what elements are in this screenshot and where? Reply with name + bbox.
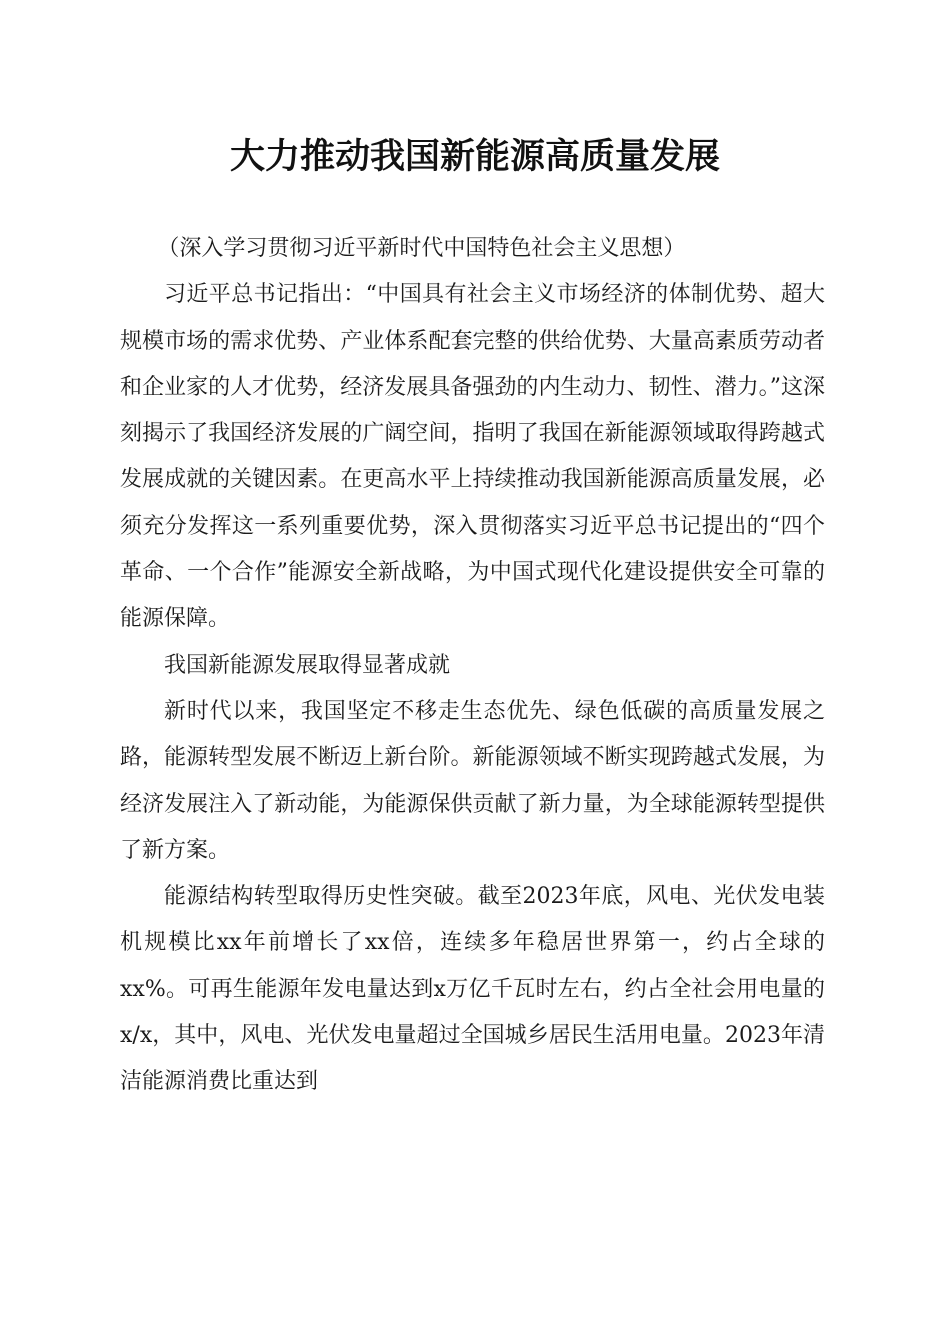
paragraph-energy-structure: 能源结构转型取得历史性突破。截至2023年底，风电、光伏发电装机规模比xx年前增长了xx倍，连续多年稳居世界第一，约占全球的xx%。可再生能源年发电量达到x万亿千瓦时左右，约占全社会用电量的x/x，其中，风电、光伏发电量超过全国城乡居民生活用电量。2023年清洁能源消费比重达到 <box>120 884 825 1095</box>
document-subtitle: （深入学习贯彻习近平新时代中国特色社会主义思想） <box>157 236 686 261</box>
paragraph-achievements: 新时代以来，我国坚定不移走生态优先、绿色低碳的高质量发展之路，能源转型发展不断迈上新台阶。新能源领域不断实现跨越式发展，为经济发展注入了新动能，为能源保供贡献了新力量，为全球能源转型提供了新方案。 <box>120 698 825 863</box>
document-title: 大力推动我国新能源高质量发展 <box>229 136 720 177</box>
section-heading: 我国新能源发展取得显著成就 <box>164 652 451 678</box>
paragraph-intro: 习近平总书记指出：“中国具有社会主义市场经济的体制优势、超大规模市场的需求优势、产业体系配套完整的供给优势、大量高素质劳动者和企业家的人才优势，经济发展具备强劲的内生动力、韧性、潜力。”这深刻揭示了我国经济发展的广阔空间，指明了我国在新能源领域取得跨越式发展成就的关键因素。在更高水平上持续推动我国新能源高质量发展，必须充分发挥这一系列重要优势，深入贯彻落实习近平总书记提出的“四个革命、一个合作”能源安全新战略，为中国式现代化建设提供安全可靠的能源保障。 <box>120 282 825 632</box>
document-body <box>120 226 825 1106</box>
